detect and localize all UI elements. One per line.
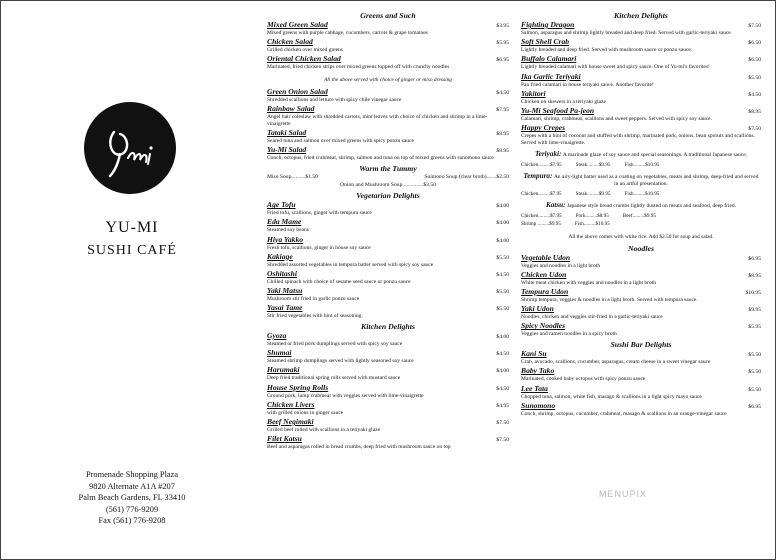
menu-item: [521, 90, 761, 106]
item-name: Yaki Matsu: [267, 286, 303, 296]
rice-note: All the above comes with white rice. Add $2.50 for soup and salad.: [568, 233, 714, 240]
menu-item: [267, 332, 509, 348]
item-price: $6.95: [748, 403, 761, 410]
item-desc: Steamed or fried pork dumplings served with spicy soy sauce: [267, 341, 403, 348]
item-price: $4.00: [496, 334, 509, 341]
item-price: $4.50: [496, 385, 509, 392]
item-price: $4.00: [496, 220, 509, 227]
brand-name: YU-MI: [105, 219, 159, 236]
soup-row: [267, 174, 509, 181]
item-desc: Lightly breaded calamari with house sweet and spicy sauce. One of Yu-mi's favorites!: [521, 64, 710, 71]
suimono-soup: Suimono Soup (clear broth).......$2.50: [424, 174, 509, 181]
address-block: [3, 469, 261, 527]
kitchen-list: [267, 332, 509, 451]
item-desc: Mixed greens with purple cabbage, cucumbers, carrots & grape tomatoes: [267, 30, 428, 36]
menu-item: [521, 288, 761, 304]
sushi-bar-list: [521, 350, 761, 417]
style-title: Tempura:: [523, 171, 553, 180]
item-name: Eda Mame: [267, 217, 302, 227]
item-price: $7.50: [496, 437, 509, 444]
item-name: Yasai Tame: [267, 303, 303, 313]
item-name: Yu-Mi Salad: [267, 145, 307, 155]
menu-item: [521, 124, 761, 146]
menu-item: [521, 107, 761, 123]
menu-item: [521, 350, 761, 366]
menu-item: [267, 304, 509, 320]
item-price: $8.95: [496, 131, 509, 138]
item-desc: White meat chicken with veggies and noodles in a light broth: [521, 279, 657, 286]
item-name: Chicken Udon: [521, 269, 567, 279]
item-name: Rainbow Salad: [267, 104, 315, 114]
style-title: Katsu:: [545, 200, 566, 209]
item-name: Beef Negimaki: [267, 417, 314, 427]
item-desc: Shredded assorted vegetables in tempura batter served with spicy soy sauce: [267, 261, 434, 268]
item-price: $3.95: [496, 23, 509, 29]
item-desc: Salmon, asparagus and shrimp lightly breaded and deep fried. Served with garlic-teriyaki sauce: [521, 30, 731, 36]
item-name: Chicken Salad: [267, 37, 313, 47]
menu-item: [267, 349, 509, 365]
menu-column-middle: [267, 9, 509, 451]
price-option: Chicken.........$7.95: [521, 190, 562, 197]
menu-item: [521, 254, 761, 270]
address-line: Promenade Shopping Plaza: [85, 470, 179, 479]
section-title-soup: Warm the Tummy: [359, 164, 417, 174]
menu-item: [521, 305, 761, 321]
item-price: $4.50: [748, 91, 761, 98]
menu-item: [267, 287, 509, 303]
item-name: Kakiage: [267, 251, 293, 261]
item-price: $7.50: [748, 23, 761, 29]
item-desc: Chilled spinach with choice of sesame seed sauce or ponzu sauce: [267, 278, 411, 285]
price-option: Fish.........$10.95: [624, 161, 660, 168]
item-name: Kani Su: [521, 349, 547, 359]
item-price: $4.95: [496, 402, 509, 409]
menu-item: [267, 105, 509, 127]
item-name: Lee Tata: [521, 383, 548, 393]
item-name: Happy Crepes: [521, 123, 566, 133]
item-name: Yakitori: [521, 88, 546, 98]
item-desc: Pan fried calamari in house teriyaki sauce. Another favorite!: [521, 81, 654, 88]
price-option: Chicken.........$7.95: [521, 212, 562, 219]
item-desc: Steamed shrimp dumplings served with lightly seasoned soy sauce: [267, 358, 414, 365]
item-name: House Spring Rolls: [267, 382, 329, 392]
item-price: $7.50: [496, 420, 509, 427]
menu-item: [521, 402, 761, 418]
miso-soup: Miso Soup..........$1.50: [267, 174, 318, 181]
menu-column-right: [521, 9, 761, 417]
item-desc: Shredded scallions and lettuce with spicy chile vinegar sauce: [267, 97, 402, 104]
item-desc: Steamed soy beans: [267, 227, 309, 234]
item-name: Hiya Yakko: [267, 234, 304, 244]
style-prices: [521, 213, 761, 220]
style-desc: Japanese style bread crumbs lightly dusted on meats and seafood, deep fried.: [566, 202, 737, 209]
menu-item: [521, 55, 761, 71]
menu-item: [521, 21, 761, 37]
menu-item: [521, 271, 761, 287]
section-title-greens: Greens and Such: [360, 11, 416, 20]
section-title-noodles: Noodles: [628, 243, 654, 253]
onion-soup: Onion and Mushroom Soup...............$3.50: [340, 182, 436, 189]
style-prices: [521, 191, 761, 198]
address-line: Palm Beach Gardens, FL 33410: [78, 493, 186, 503]
price-option: Beef.........$9.95: [622, 212, 656, 219]
style-prices-2: [521, 221, 761, 228]
item-desc: Ground pork, lump crabmeat with veggies served with lime-vinaigrette: [267, 392, 424, 399]
yu-mi-logo: [84, 102, 176, 194]
item-name: Fighting Dragon: [521, 20, 575, 29]
item-price: $5.50: [748, 386, 761, 393]
item-name: Age Tofu: [267, 200, 296, 210]
item-price: $4.00: [496, 237, 509, 244]
item-name: Chicken Livers: [267, 399, 315, 409]
item-name: Spicy Noodles: [521, 321, 566, 331]
menu-item: [267, 129, 509, 145]
item-desc: with grilled onions in ginger sauce: [267, 409, 344, 416]
menu-item: [521, 38, 761, 54]
item-desc: Marinated, cooked baby octopus with spicy ponzu sauce: [521, 376, 646, 383]
item-name: Mixed Green Salad: [267, 20, 328, 29]
item-desc: Veggies and noodles in a light broth: [521, 262, 601, 269]
item-desc: Chopped tuna, salmon, white fish, masago & scallions in a light spicy mayo sauce: [521, 393, 702, 400]
item-name: Vegetable Udon: [521, 252, 571, 262]
greens-list-2: [267, 88, 509, 162]
brand-subtitle: SUSHI CAFÉ: [87, 243, 177, 258]
style-prices: [521, 162, 761, 169]
address-line: 9820 Alternate A1A #207: [89, 481, 175, 491]
item-price: $5.50: [496, 254, 509, 261]
item-price: $4.00: [496, 368, 509, 375]
price-option: Fish.........$10.95: [574, 220, 610, 227]
item-price: $7.50: [748, 126, 761, 133]
item-desc: Noodles, chicken and veggies stir-fried in a garlic-teriyaki sauce: [521, 314, 663, 321]
price-option: Pork.........$8.95: [575, 212, 609, 219]
item-desc: Fried tofu, scallions, ginger with tempura sauce: [267, 210, 372, 217]
item-price: $5.95: [496, 40, 509, 47]
tempura-block: [521, 173, 761, 198]
watermark: MENUPIX: [599, 489, 648, 499]
menu-item: [267, 253, 509, 269]
item-price: $6.95: [748, 255, 761, 262]
item-name: Oriental Chicken Salad: [267, 54, 341, 64]
item-name: Gyoza: [267, 331, 287, 341]
item-desc: Angel hair coleslaw with shredded carrots, mint leaves with choice of chicken and shrimp in a lime-vinaigrette: [267, 114, 488, 128]
price-option: Steak.........$9.95: [575, 161, 611, 168]
item-name: Green Onion Salad: [267, 87, 328, 97]
item-price: $10.95: [745, 290, 761, 297]
section-title-vegetarian: Vegetarian Delights: [356, 191, 420, 201]
item-name: Baby Tako: [521, 366, 555, 376]
kitchen-list-2: [521, 21, 761, 147]
price-option: Fish.........$10.95: [624, 190, 660, 197]
noodles-list: [521, 254, 761, 339]
menu-item: [267, 21, 509, 37]
item-name: Shumai: [267, 348, 292, 358]
item-price: $5.95: [748, 324, 761, 331]
item-price: $9.95: [748, 307, 761, 314]
menu-item: [267, 236, 509, 252]
item-price: $6.50: [748, 57, 761, 64]
item-price: $4.50: [496, 271, 509, 278]
menu-item: [267, 201, 509, 217]
menu-item: [521, 73, 761, 89]
item-desc: Seared tuna and salmon over mixed greens with spicy ponzu sauce: [267, 138, 414, 145]
item-price: $4.50: [496, 90, 509, 97]
item-price: $6.50: [748, 40, 761, 47]
item-price: $5.50: [496, 289, 509, 296]
price-option: Steak.........$9.95: [575, 190, 611, 197]
item-name: Ika Garlic Teriyaki: [521, 71, 581, 81]
price-option: Chicken.........$7.95: [521, 161, 562, 168]
item-desc: Stir fried vegetables with hint of seasoning.: [267, 313, 363, 320]
item-name: Filet Katsu: [267, 434, 302, 444]
section-title-kitchen-2: Kitchen Delights: [614, 11, 668, 20]
brand-panel: [3, 3, 261, 559]
item-name: Tataki Salad: [267, 128, 307, 138]
item-desc: Fresh tofu, scallions, ginger in house soy sauce: [267, 244, 371, 251]
item-name: Harumaki: [267, 365, 300, 375]
item-price: $8.95: [748, 109, 761, 116]
item-price: $8.95: [496, 148, 509, 155]
item-desc: Calamari, shrimp, crabmeat, scallions and sweet peppers. Served with spicy soy sauce.: [521, 116, 712, 123]
phone-number: (561) 776-9209: [105, 504, 159, 514]
item-name: Tempura Udon: [521, 287, 569, 297]
menu-item: [267, 88, 509, 104]
style-title: Teriyaki:: [534, 149, 562, 158]
menu-item: [267, 435, 509, 451]
item-name: Yaki Udon: [521, 304, 554, 314]
menu-item: [267, 146, 509, 162]
dressing-note: All the above served with choice of ginger or miso dressing: [324, 77, 452, 84]
item-desc: Crab, avocado, scallions, cucumber, asparagus, cream cheese in a sweet vinegar sauce: [521, 359, 711, 366]
item-desc: Grilled beef rolled with scallions in a teriyaki glaze: [267, 427, 381, 434]
vegetarian-list: [267, 201, 509, 320]
item-desc: Marinated, fried chicken strips over mixed greens topped off with crunchy noodles: [267, 64, 450, 71]
item-price: $5.50: [748, 352, 761, 359]
menu-item: [267, 418, 509, 434]
item-desc: Conch, shrimp, octopus, cucumber, crabmeat, masago & scallions in an orange-vinegar sauce: [521, 410, 727, 417]
menu-item: [521, 322, 761, 338]
item-desc: Grilled chicken over mixed greens: [267, 47, 344, 54]
item-name: Sunomono: [521, 400, 556, 410]
section-title-kitchen: Kitchen Delights: [361, 322, 415, 332]
menu-item: [267, 270, 509, 286]
menu-item: [267, 218, 509, 234]
item-price: $4.00: [496, 203, 509, 210]
signature-logo-icon: [84, 102, 176, 194]
item-price: $4.50: [496, 351, 509, 358]
item-desc: Shrimp tempura, veggies & noodles in a light broth. Served with tempura sauce.: [521, 297, 698, 304]
menu-item: [267, 384, 509, 400]
item-price: $7.95: [496, 107, 509, 114]
item-name: Yu-Mi Seafood Pa-jeon: [521, 106, 595, 116]
menu-item: [267, 38, 509, 54]
item-name: Oshitashi: [267, 268, 297, 278]
item-desc: Veggies and ramen noodles in a spicy broth: [521, 331, 617, 338]
item-desc: Deep fried traditional spring rolls served with mustard sauce: [267, 375, 401, 382]
section-title-sushi-bar: Sushi Bar Delights: [610, 340, 672, 350]
item-name: Soft Shell Crab: [521, 37, 570, 47]
item-desc: Chicken on skewers in a teriyaki glaze: [521, 98, 606, 105]
katsu-block: [521, 202, 761, 228]
style-desc: A marinade glaze of soy sauce and special seasonings. A traditional Japanese sauce.: [562, 151, 748, 158]
menu-item: [521, 385, 761, 401]
item-price: $5.50: [748, 74, 761, 81]
menu-item: [521, 367, 761, 383]
item-desc: Crepes with a hint of coconut and stuffed with shrimp, marinated pork, onions, bean sprouts and scallions. Served with lime-vinaigrette.: [521, 133, 755, 146]
style-desc: An airy-light batter used as a coating on vegetables, meats and shrimp, deep-fried and served in an artful presentation.: [553, 173, 759, 187]
menu-item: [267, 366, 509, 382]
fax-number: Fax (561) 776-9208: [98, 516, 166, 526]
price-option: Shrimp .........$9.95: [521, 220, 561, 227]
item-price: $8.95: [748, 272, 761, 279]
item-desc: Mushroom stir fried in garlic ponzu sauce: [267, 296, 360, 303]
item-name: Buffalo Calamari: [521, 54, 577, 64]
menu-item: [267, 401, 509, 417]
teriyaki-block: [521, 151, 761, 169]
item-desc: Beef and asparagus rolled in bread crumbs, deep fried with mushroom sauce on top: [267, 444, 451, 451]
greens-list: [267, 21, 509, 71]
item-desc: Lightly breaded and deep fried. Served with mushroom sauce or ponzu sauce.: [521, 47, 693, 54]
item-desc: Conch, octopus, fried crabmeat, shrimp, salmon and tuna on top of mixed greens with sunomono sauce: [267, 155, 494, 162]
item-price: $5.50: [496, 306, 509, 313]
menu-item: [267, 55, 509, 71]
item-price: $5.50: [748, 369, 761, 376]
item-price: $6.95: [496, 57, 509, 64]
